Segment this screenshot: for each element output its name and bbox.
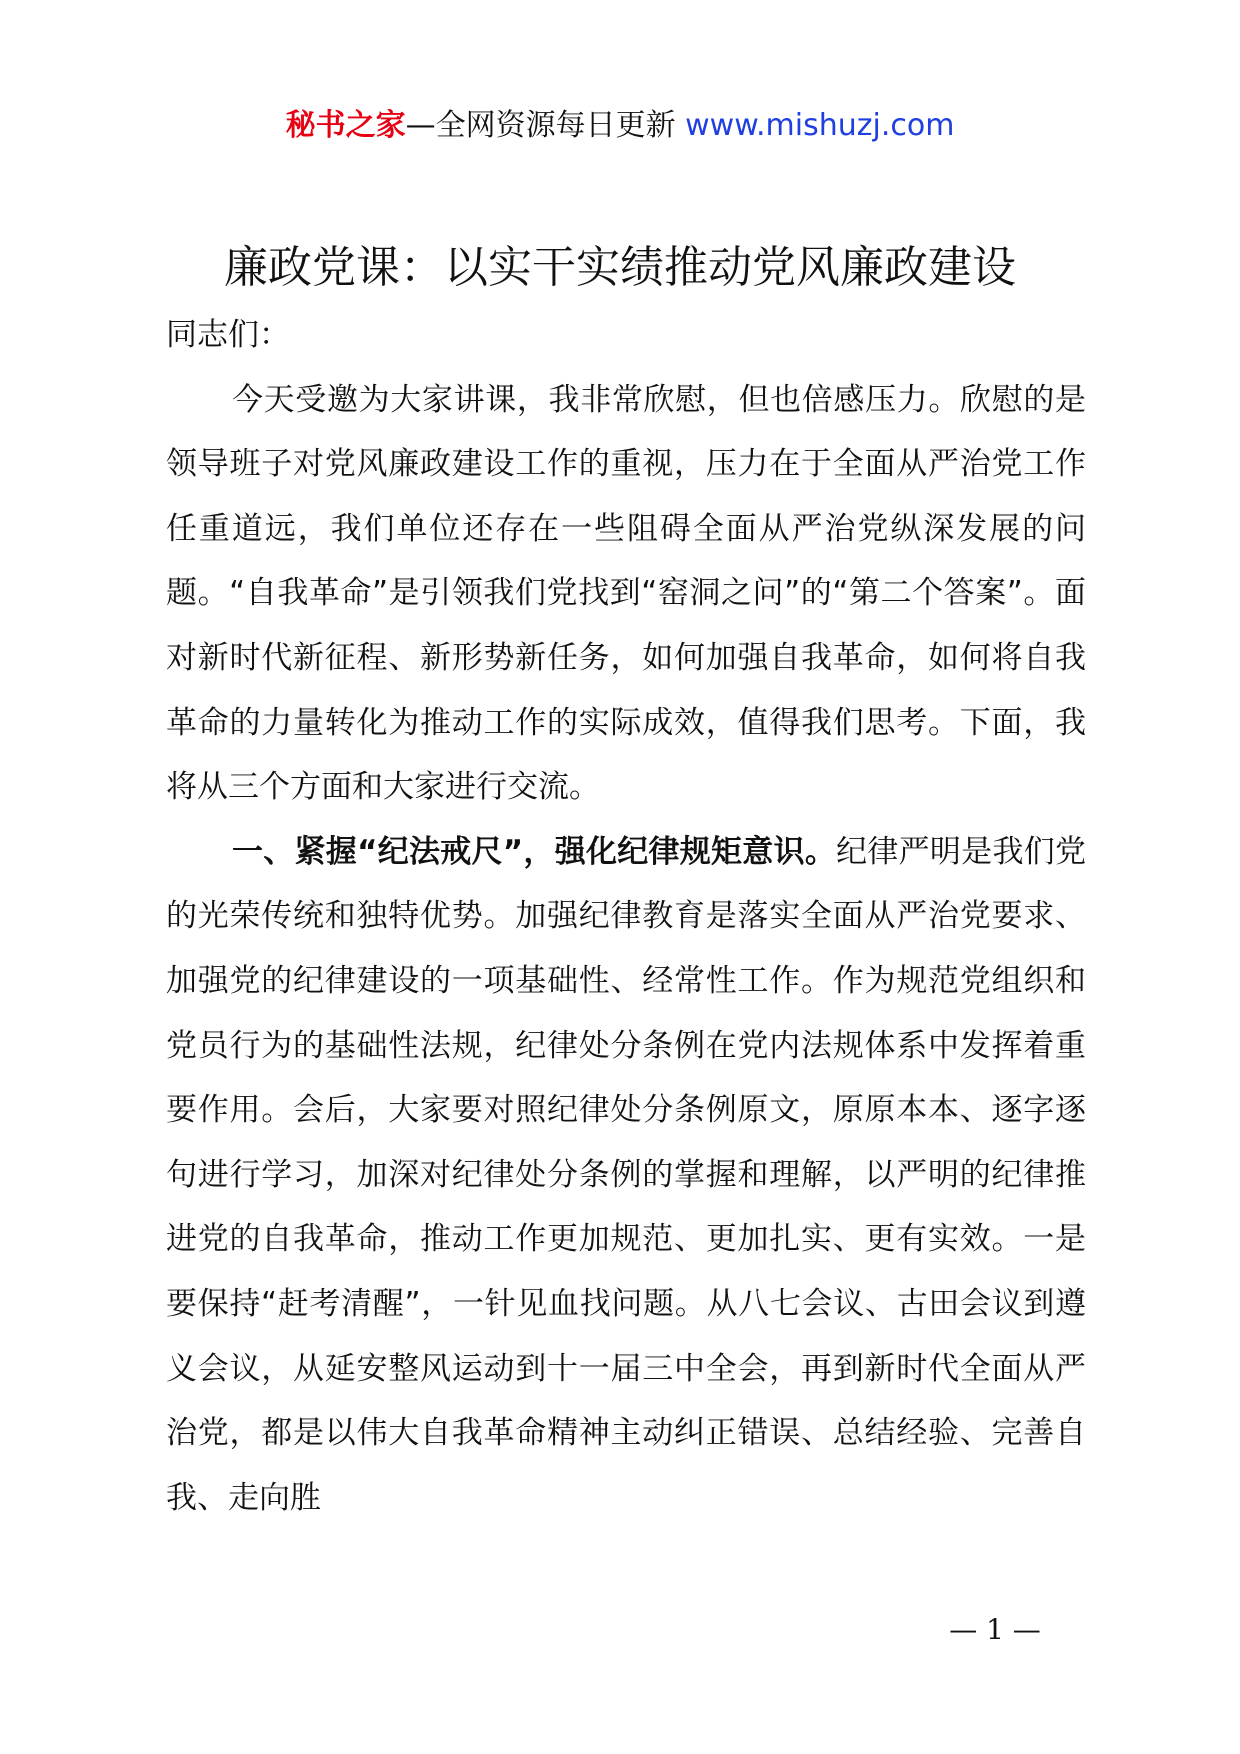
document-title: 廉政党课：以实干实绩推动党风廉政建设 xyxy=(224,242,1016,293)
paragraph-text: 今天受邀为大家讲课，我非常欣慰，但也倍感压力。欣慰的是领导班子对党风廉政建设工作的重视，压力在于全面从严治党工作任重道远，我们单位还存在一些阻碍全面从严治党纵深发展的问题。“自我革命”是引领我们党找到“窑洞之问”的“第二个答案”。面对新时代新征程、新形势新任务，如何加强自我革命，如何将自我革命的力量转化为推动工作的实际成效，值得我们思考。下面，我将从三个方面和大家进行交流。 xyxy=(166,381,1086,806)
paragraph-intro xyxy=(166,368,1086,820)
section-heading: 一、紧握“纪法戒尺”，强化纪律规矩意识。 xyxy=(232,833,837,870)
page-number: — 1 — xyxy=(949,1613,1041,1646)
site-tagline: —全网资源每日更新 xyxy=(405,108,676,143)
site-url-link[interactable]: www.mishuzj.com xyxy=(685,108,955,143)
site-name: 秘书之家 xyxy=(285,108,406,143)
paragraph-section-one xyxy=(166,820,1086,1531)
paragraph-text: 纪律严明是我们党的光荣传统和独特优势。加强纪律教育是落实全面从严治党要求、加强党的纪律建设的一项基础性、经常性工作。作为规范党组织和党员行为的基础性法规，纪律处分条例在党内法规体系中发挥着重要作用。会后，大家要对照纪律处分条例原文，原原本本、逐字逐句进行学习，加深对纪律处分条例的掌握和理解，以严明的纪律推进党的自我革命，推动工作更加规范、更加扎实、更有实效。一是要保持“赶考清醒”，一针见血找问题。从八七会议、古田会议到遵义会议，从延安整风运动到十一届三中全会，再到新时代全面从严治党，都是以伟大自我革命精神主动纠正错误、总结经验、完善自我、走向胜 xyxy=(166,833,1087,1516)
document-body xyxy=(166,303,1086,1530)
salutation: 同志们： xyxy=(166,317,290,353)
site-header xyxy=(0,96,1240,156)
